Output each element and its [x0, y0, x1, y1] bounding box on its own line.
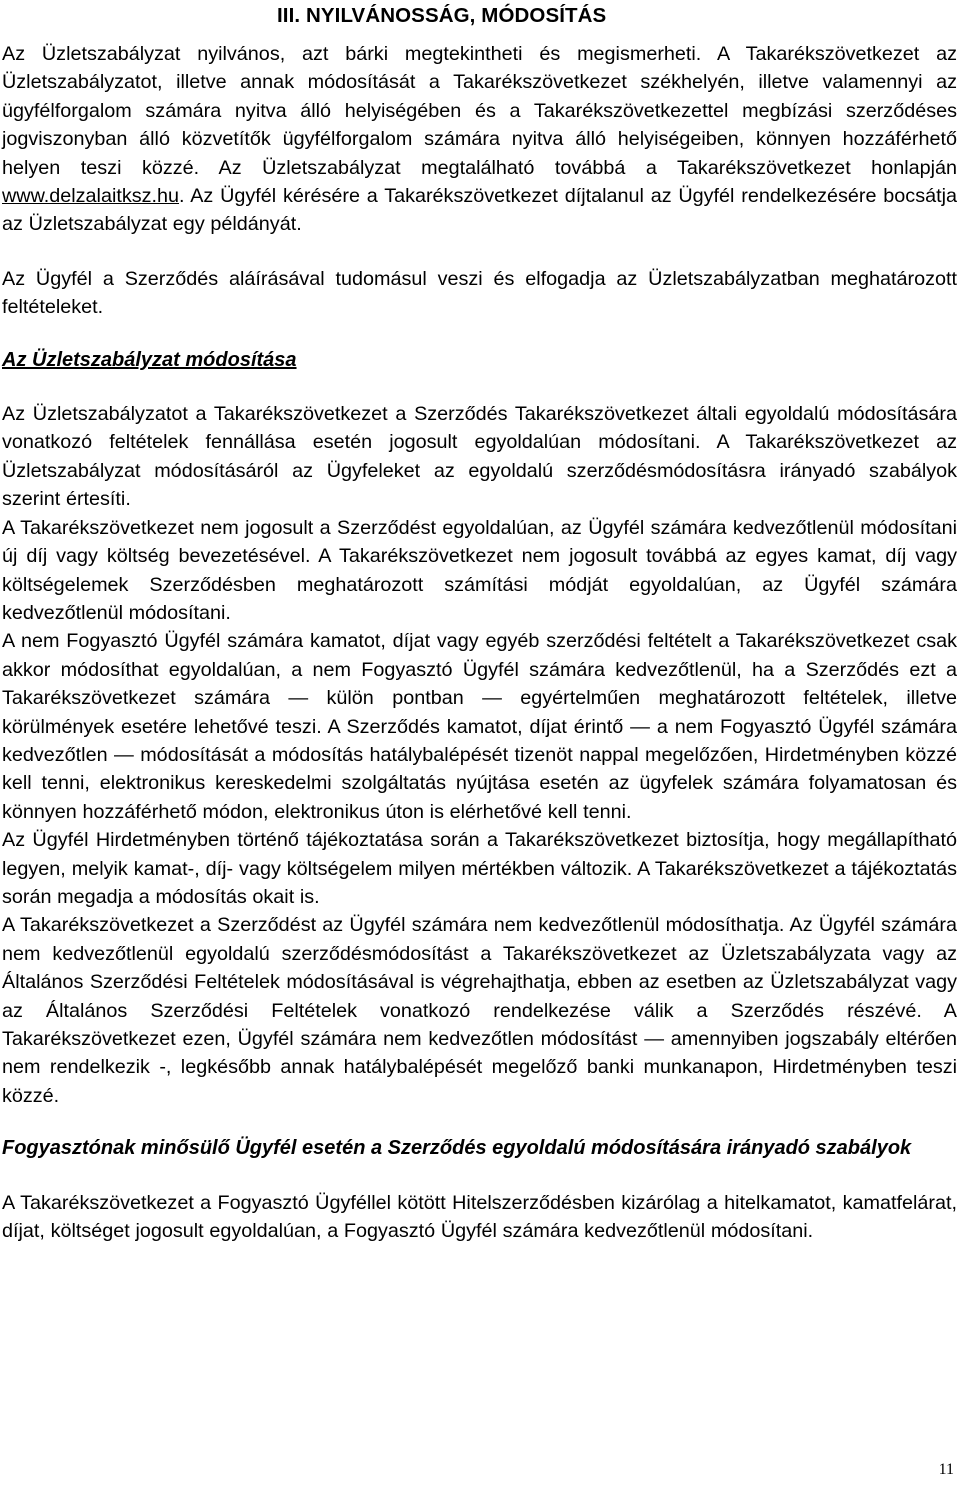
consumer-paragraph: A Takarékszövetkezet a Fogyasztó Ügyféllel kötött Hitelszerződésben kizárólag a hitelkamatot, kamatfelárat, díjat, költséget jogosult egyoldalúan, a Fogyasztó Ügyfél számára kedvezőtlenül módosítani. — [2, 1191, 957, 1243]
page-number: 11 — [938, 1461, 954, 1478]
modification-paragraph-3: A nem Fogyasztó Ügyfél számára kamatot, díjat vagy egyéb szerződési feltételt a Takarékszövetkezet csak akkor módosíthat egyoldalúan, a nem Fogyasztó Ügyfél számára kedvezőtlenül, ha a Szerződés ezt a Takarékszövetkezet számára — külön pontban — egyértelműen meghatározott feltételek, illetve körülmények esetére lehetővé teszi. A Szerződés kamatot, díjat érintő — a nem Fogyasztó Ügyfél számára kedvezőtlen — módosítását a módosítás hatálybalépését tizenöt nappal megelőzően, Hirdetményben közzé kell tenni, elektronikus kereskedelmi szolgáltatás nyújtása esetén az ügyfelek számára folyamatosan és könnyen hozzáférhető módon, elektronikus úton is elérhetővé kell tenni. — [2, 630, 957, 823]
modification-heading: Az Üzletszabályzat módosítása — [2, 348, 297, 371]
modification-paragraph-4: Az Ügyfél Hirdetményben történő tájékoztatása során a Takarékszövetkezet biztosítja, hogy megállapítható legyen, melyik kamat-, díj- vagy költségelem milyen mértékben változik. A Takarékszövetkezet a tájékoztatás során megadja a módosítás okait is. — [2, 829, 957, 908]
publicity-paragraph — [2, 40, 957, 239]
modification-paragraph-5: A Takarékszövetkezet a Szerződést az Ügyfél számára nem kedvezőtlenül módosíthatja. Az Ügyfél számára nem kedvezőtlenül egyoldalú szerződésmódosítást a Takarékszövetkezet az Üzletszabályzata vagy az Általános Szerződési Feltételek módosításával is végrehajthatja, ebben az esetben az Üzletszabályzat vagy az Általános Szerződési Feltételek vonatkozó rendelkezése válik a Szerződés részévé. A Takarékszövetkezet ezen, Ügyfél számára nem kedvezőtlen módosítást — amennyiben jogszabály eltérően nem rendelkezik -, legkésőbb annak hatálybalépését megelőző banki munkanapon, Hirdetményben teszi közzé. — [2, 914, 957, 1107]
modification-paragraph-1: Az Üzletszabályzatot a Takarékszövetkezet a Szerződés Takarékszövetkezet általi egyoldalú módosítására vonatkozó feltételek fennállása esetén jogosult egyoldalúan módosítani. A Takarékszövetkezet az Üzletszabályzat módosításáról az Ügyfeleket az egyoldalú szerződésmódosításra irányadó szabályok szerint értesíti. — [2, 403, 957, 511]
publicity-text-after-link: . Az Ügyfél kérésére a Takarékszövetkezet díjtalanul az Ügyfél rendelkezésére bocsátja az Üzletszabályzat egy példányát. — [2, 185, 957, 236]
section-heading: III. NYILVÁNOSSÁG, MÓDOSÍTÁS — [277, 4, 607, 27]
publicity-text-before-link: Az Üzletszabályzat nyilvános, azt bárki megtekintheti és megismerheti. A Takarékszövetkezet az Üzletszabályzatot, illetve annak módosítását a Takarékszövetkezet székhelyén, illetve valamennyi az ügyfélforgalom számára nyitva álló helyiségében és a Takarékszövetkezettel megbízási szerződéses jogviszonyban álló közvetítők ügyfélforgalom számára nyitva álló helyiségeiben, könnyen hozzáférhető helyen teszi közzé. Az Üzletszabályzat megtalálható továbbá a Takarékszövetkezet honlapján — [2, 43, 957, 179]
consumer-heading: Fogyasztónak minősülő Ügyfél esetén a Szerződés egyoldalú módosítására irányadó szabályok — [2, 1137, 912, 1160]
modification-paragraph-2: A Takarékszövetkezet nem jogosult a Szerződést egyoldalúan, az Ügyfél számára kedvezőtlenül módosítani új díj vagy költség bevezetésével. A Takarékszövetkezet nem jogosult továbbá az egyes kamat, díj vagy költségelemek Szerződésben meghatározott számítási módját egyoldalúan, az Ügyfél számára kedvezőtlenül módosítani. — [2, 516, 957, 624]
website-link[interactable]: www.delzalaitksz.hu — [2, 185, 180, 208]
acceptance-paragraph: Az Ügyfél a Szerződés aláírásával tudomásul veszi és elfogadja az Üzletszabályzatban meghatározott feltételeket. — [2, 267, 957, 319]
document-page — [2, 0, 957, 1245]
